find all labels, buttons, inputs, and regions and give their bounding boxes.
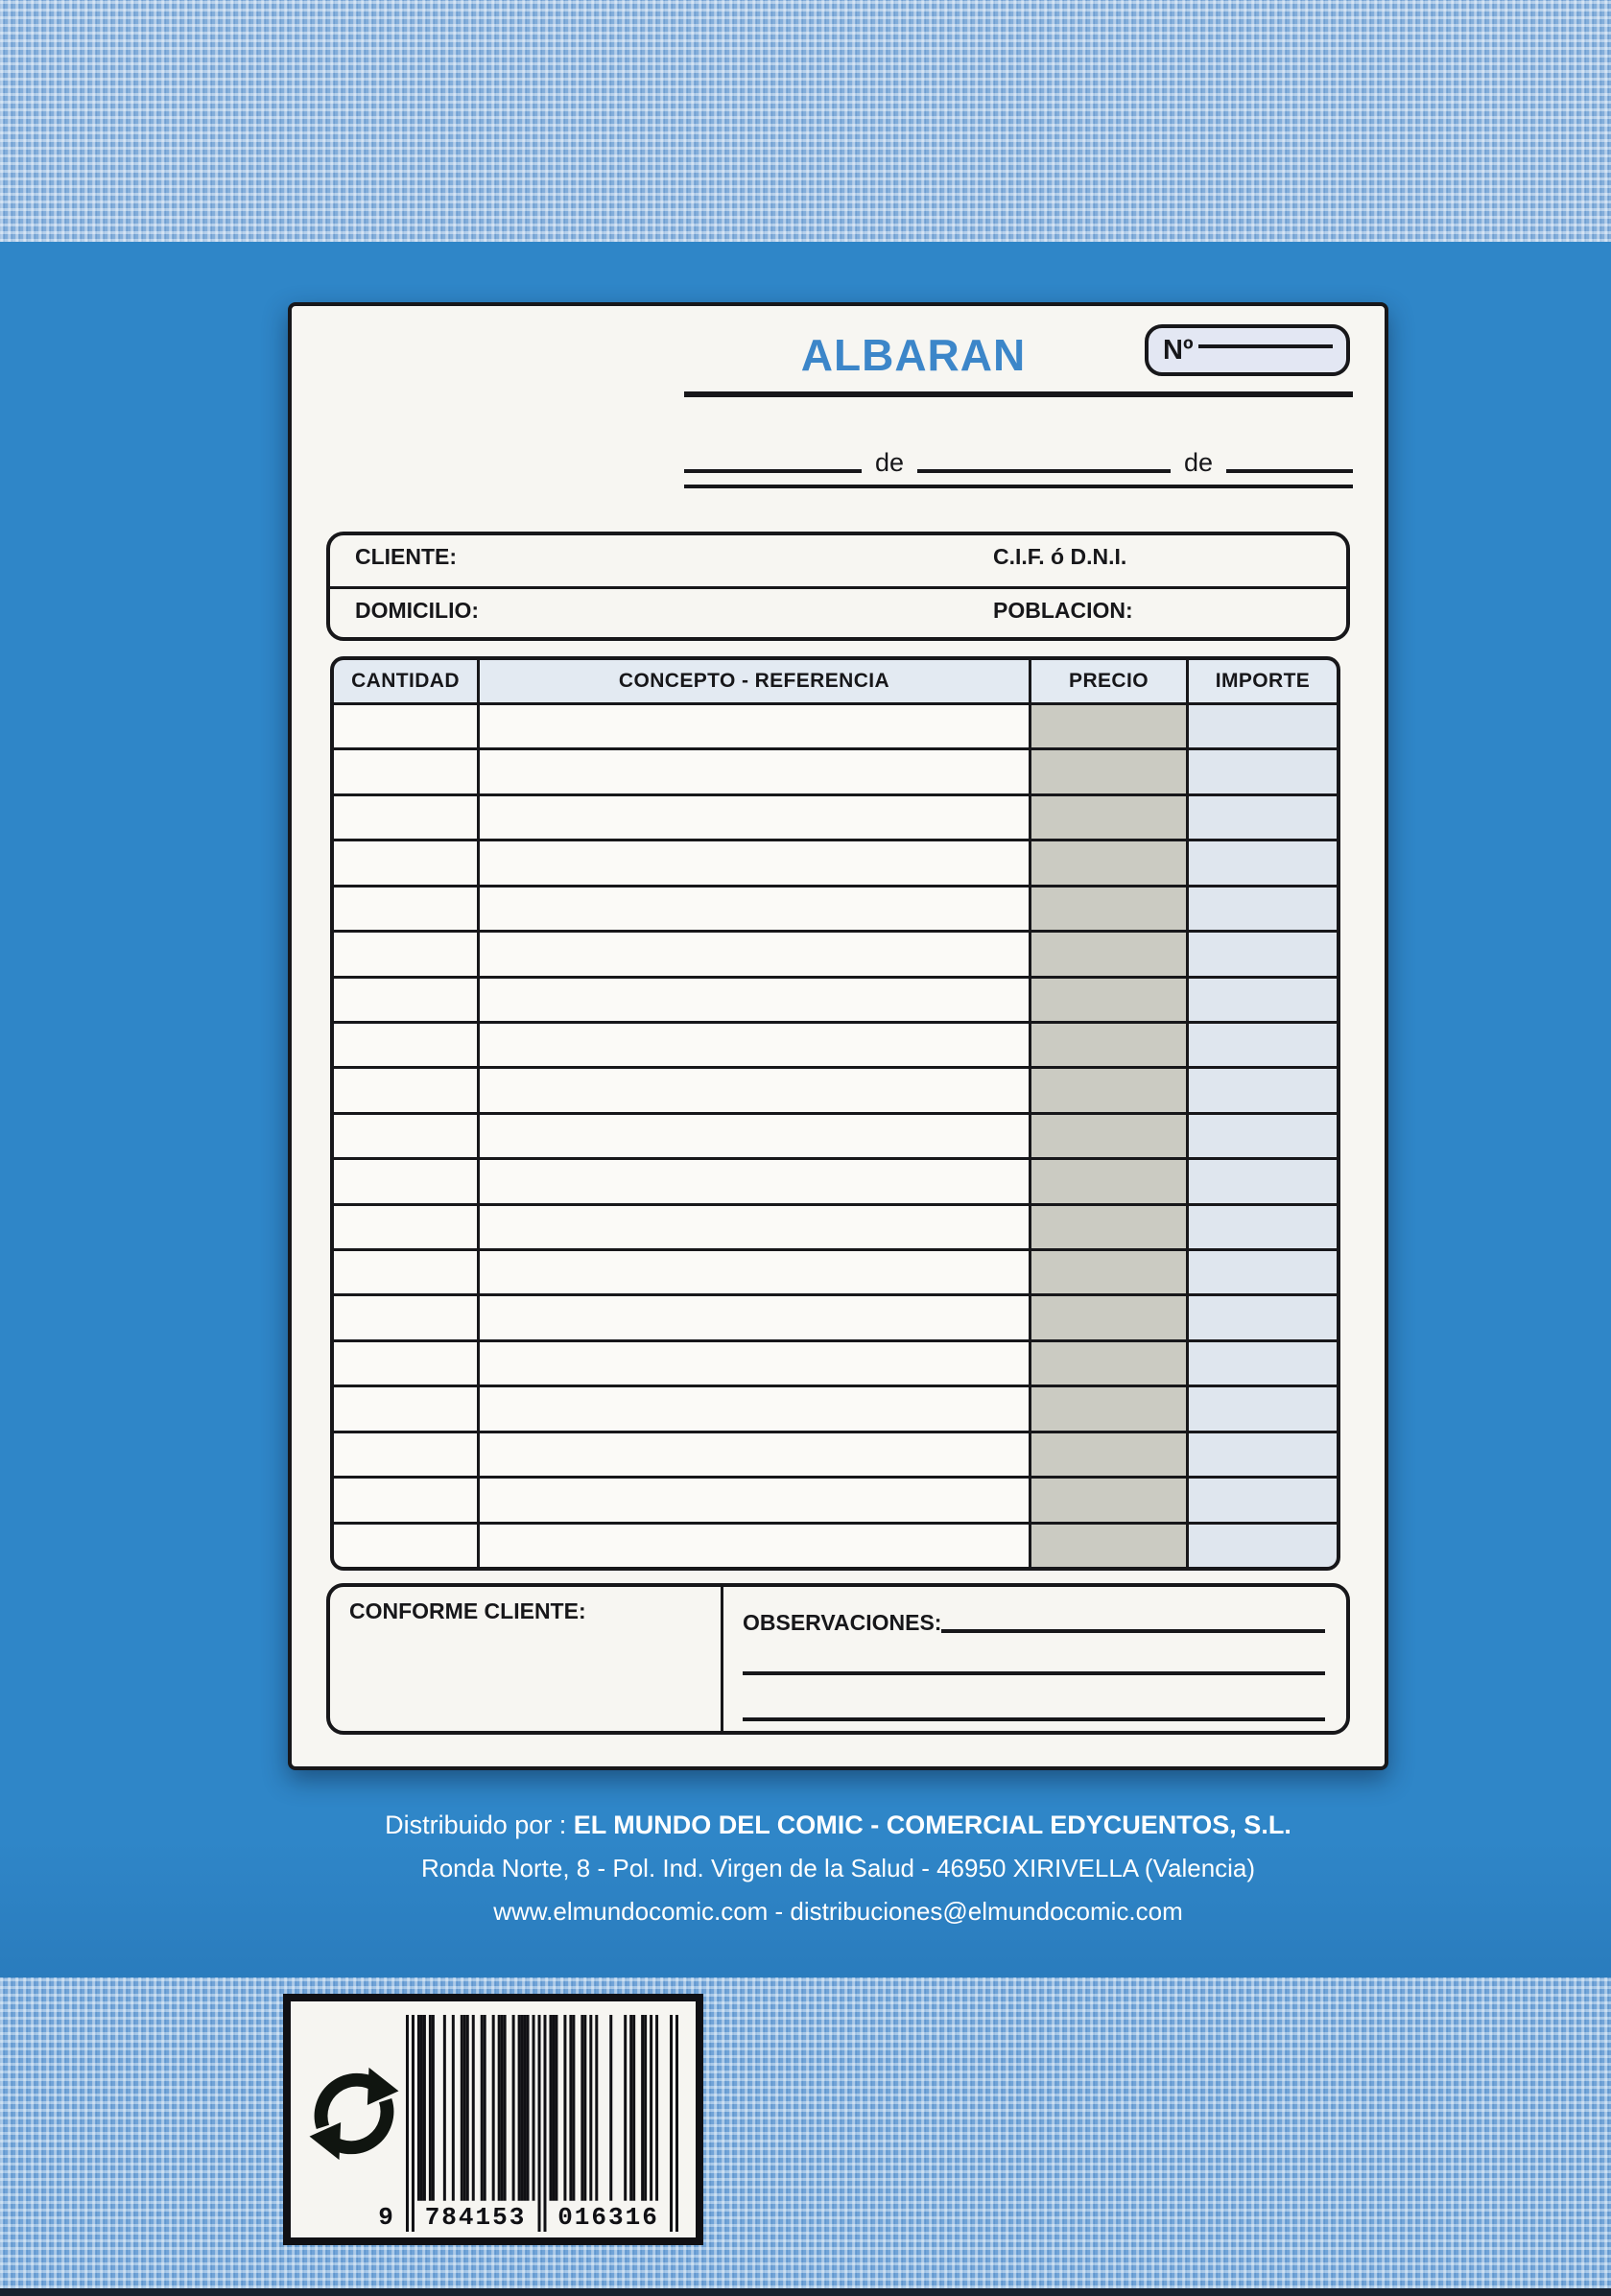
table-cell [480,796,1029,839]
table-cell [334,1024,477,1066]
table-cell [334,841,477,884]
observaciones-blank-line-2 [743,1671,1325,1675]
table-cell [1189,1251,1337,1293]
table-cell [1031,1115,1186,1157]
table-cell [480,1433,1029,1476]
table-cell [480,841,1029,884]
distributor-prefix: Distribuido por : [385,1811,574,1839]
table-cell [1189,1024,1337,1066]
table-cell [480,750,1029,793]
table-cell [1031,1387,1186,1430]
table-cell [1189,1342,1337,1385]
table-cell [480,705,1029,747]
distributor-info [288,1804,1388,1933]
cif-label: C.I.F. ó D.N.I. [993,544,1127,569]
barcode-digit-system: 9 [378,2203,395,2232]
table-cell [480,979,1029,1021]
table-header-importe: IMPORTE [1189,660,1337,702]
table-cell [1031,888,1186,930]
barcode-panel [283,1994,703,2245]
table-cell [334,1206,477,1248]
barcode-group-right: 016316 [557,2203,659,2232]
table-cell [334,1387,477,1430]
fabric-texture-top [0,0,1611,242]
table-cell [480,1206,1029,1248]
table-cell [1031,1069,1186,1111]
table-cell [480,1479,1029,1521]
albaran-form [288,302,1388,1770]
table-cell [334,1296,477,1338]
table-cell [1031,841,1186,884]
table-cell [1189,1115,1337,1157]
number-box [1145,324,1350,376]
table-cell [1031,933,1186,975]
table-cell [1031,1342,1186,1385]
table-cell [334,1069,477,1111]
table-cell [334,979,477,1021]
conforme-label: CONFORME CLIENTE: [349,1598,586,1623]
green-dot-icon [303,2063,405,2165]
table-header-precio: PRECIO [1031,660,1186,702]
table-cell [480,1251,1029,1293]
table-cell [1189,1160,1337,1202]
table-cell [1189,1387,1337,1430]
table-cell [334,1433,477,1476]
table-cell [480,1342,1029,1385]
form-title: ALBARAN [800,330,1027,380]
title-underline [684,391,1353,397]
table-cell [1189,796,1337,839]
table-cell [480,1160,1029,1202]
fabric-texture-bottom [0,1977,1611,2296]
ean-barcode-bars [406,2015,678,2232]
table-cell [1189,1525,1337,1567]
table-cell [1031,1251,1186,1293]
table-cell [1189,888,1337,930]
table-cell [480,1069,1029,1111]
table-cell [334,1342,477,1385]
table-cell [1189,1296,1337,1338]
table-cell [1031,796,1186,839]
table-header-cantidad: CANTIDAD [334,660,477,702]
items-table [330,656,1340,1571]
table-cell [1189,841,1337,884]
barcode-group-left: 784153 [424,2203,527,2232]
distributor-line-1 [288,1804,1388,1847]
observaciones-label: OBSERVACIONES: [743,1610,942,1635]
table-cell [1189,1206,1337,1248]
table-cell [334,1525,477,1567]
table-cell [480,933,1029,975]
table-cell [1031,979,1186,1021]
table-cell [334,705,477,747]
table-cell [1031,1296,1186,1338]
table-cell [1189,979,1337,1021]
table-cell [1031,1525,1186,1567]
date-underline [684,485,1353,488]
observaciones-row [743,1612,1325,1634]
table-cell [334,933,477,975]
table-cell [480,1296,1029,1338]
table-cell [1031,1160,1186,1202]
conforme-cell [330,1587,723,1731]
conforme-box [326,1583,1350,1735]
address-label: DOMICILIO: [355,598,480,623]
city-label: POBLACION: [993,598,1133,623]
cover-bottom-edge [0,2288,1611,2296]
date-word-de-1: de [875,448,905,477]
table-cell [1031,1024,1186,1066]
table-cell [1031,1206,1186,1248]
date-line [684,441,1353,476]
table-cell [1031,1433,1186,1476]
number-blank-line [1198,344,1333,348]
date-day-blank [684,469,862,473]
date-word-de-2: de [1183,448,1213,477]
table-header-concepto: CONCEPTO - REFERENCIA [480,660,1029,702]
table-cell [334,796,477,839]
table-cell [1189,1433,1337,1476]
table-cell [334,1479,477,1521]
distributor-company: EL MUNDO DEL COMIC - COMERCIAL EDYCUENTOS, S.L. [573,1811,1291,1839]
table-cell [334,1115,477,1157]
table-cell [1189,750,1337,793]
table-cell [1189,1069,1337,1111]
client-row-2 [330,586,1346,640]
table-cell [480,1115,1029,1157]
table-cell [1189,705,1337,747]
number-label: Nº [1163,334,1194,366]
distributor-web: www.elmundocomic.com - distribuciones@elmundocomic.com [493,1897,1183,1926]
table-cell [1189,1479,1337,1521]
client-box [326,532,1350,641]
client-row-1 [330,535,1346,586]
table-cell [334,1160,477,1202]
table-cell [480,1387,1029,1430]
table-cell [1031,705,1186,747]
table-cell [480,888,1029,930]
observaciones-blank-line-1 [941,1629,1325,1633]
client-label: CLIENTE: [355,544,458,569]
date-year-blank [1226,469,1353,473]
observaciones-cell [723,1587,1346,1731]
table-cell [334,750,477,793]
table-cell [480,1024,1029,1066]
table-cell [334,888,477,930]
table-cell [480,1525,1029,1567]
date-month-blank [917,469,1171,473]
observaciones-blank-line-3 [743,1717,1325,1721]
table-cell [334,1251,477,1293]
table-cell [1189,933,1337,975]
table-cell [1031,750,1186,793]
distributor-address: Ronda Norte, 8 - Pol. Ind. Virgen de la Salud - 46950 XIRIVELLA (Valencia) [420,1854,1256,1882]
table-cell [1031,1479,1186,1521]
